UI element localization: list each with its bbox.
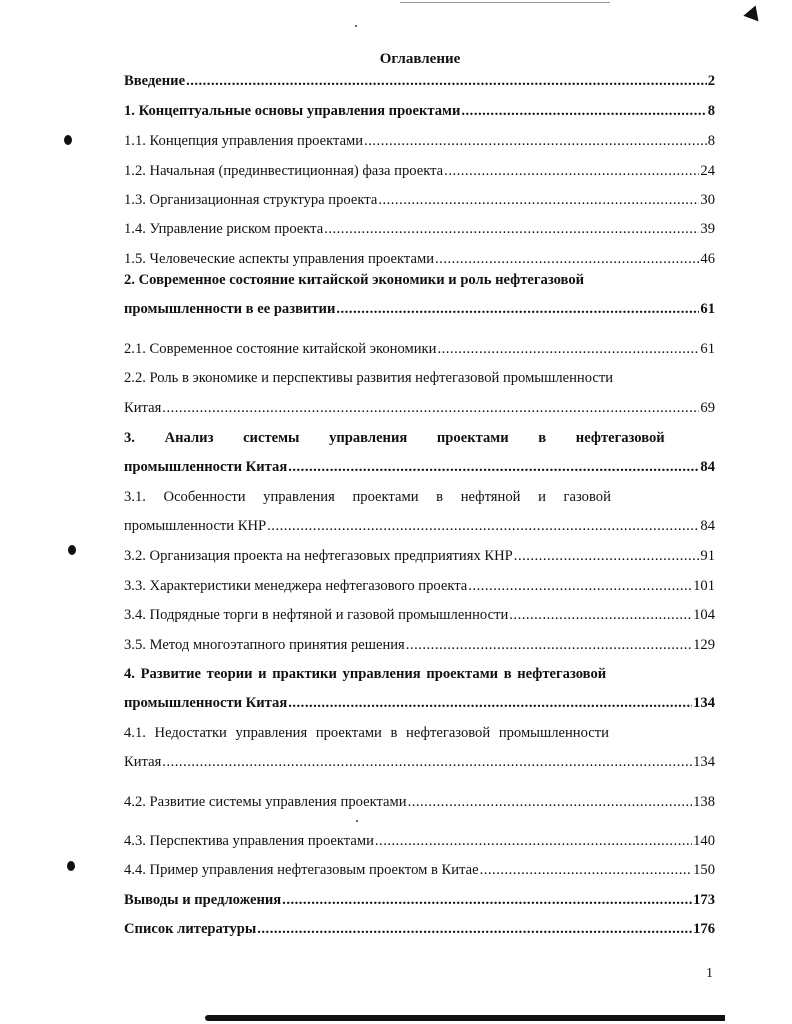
toc-entry-2-2-line1[interactable]: 2.2. Роль в экономике и перспективы развития нефтегазовой промышленности bbox=[124, 370, 614, 386]
page-number: 1 bbox=[706, 966, 713, 981]
toc-entry-chapter-2-line1[interactable]: 2. Современное состояние китайской экономики и роль нефтегазовой bbox=[124, 272, 585, 288]
corner-arrow-mark bbox=[743, 5, 764, 26]
toc-entry-2-2[interactable]: Китая ..... 69 bbox=[124, 399, 715, 417]
punch-hole-mark-bottom bbox=[67, 861, 75, 871]
scan-speck bbox=[356, 820, 358, 822]
toc-entry-3-4[interactable]: 3.4. Подрядные торги в нефтяной и газовой промышленности ..... 104 bbox=[124, 606, 715, 624]
toc-entry-4-4[interactable]: 4.4. Пример управления нефтегазовым проектом в Китае ..... 150 bbox=[124, 861, 715, 879]
toc-entry-1-5[interactable]: 1.5. Человеческие аспекты управления проектами ..... 46 bbox=[124, 250, 715, 268]
toc-entry-3-5[interactable]: 3.5. Метод многоэтапного принятия решения ..... 129 bbox=[124, 636, 715, 654]
toc-entry-2-1[interactable]: 2.1. Современное состояние китайской экономики ..... 61 bbox=[124, 340, 715, 358]
toc-entry-1-2[interactable]: 1.2. Начальная (прединвестиционная) фаза проекта ..... 24 bbox=[124, 162, 715, 180]
toc-entry-chapter-3[interactable]: промышленности Китая ..... 84 bbox=[124, 458, 715, 476]
toc-entry-3-3[interactable]: 3.3. Характеристики менеджера нефтегазового проекта ..... 101 bbox=[124, 577, 715, 595]
toc-entry-4-3[interactable]: 4.3. Перспектива управления проектами ..... 140 bbox=[124, 832, 715, 850]
toc-entry-chapter-4[interactable]: промышленности Китая ..... 134 bbox=[124, 694, 715, 712]
toc-entry-1-1[interactable]: 1.1. Концепция управления проектами ..... 8 bbox=[124, 132, 715, 150]
punch-hole-mark-top bbox=[64, 135, 72, 145]
toc-entry-1-3[interactable]: 1.3. Организационная структура проекта ..... 30 bbox=[124, 191, 715, 209]
toc-entry-chapter-3-line1[interactable]: 3. Анализ системы управления проектами в нефтегазовой bbox=[124, 430, 665, 446]
toc-entry-1-4[interactable]: 1.4. Управление риском проекта ..... 39 bbox=[124, 220, 715, 238]
toc-entry-3-1[interactable]: промышленности КНР ..... 84 bbox=[124, 517, 715, 535]
toc-entry-3-1-line1[interactable]: 3.1. Особенности управления проектами в нефтяной и газовой bbox=[124, 489, 611, 505]
toc-entry-introduction[interactable]: Введение ..... 2 bbox=[124, 72, 715, 90]
toc-entry-chapter-4-line1[interactable]: 4. Развитие теории и практики управления проектами в нефтегазовой bbox=[124, 666, 607, 682]
scan-bottom-edge bbox=[205, 1015, 725, 1021]
toc-entry-3-2[interactable]: 3.2. Организация проекта на нефтегазовых предприятиях КНР ..... 91 bbox=[124, 547, 715, 565]
toc-entry-4-1-line1[interactable]: 4.1. Недостатки управления проектами в нефтегазовой промышленности bbox=[124, 725, 609, 741]
toc-entry-chapter-1[interactable]: 1. Концептуальные основы управления проектами ..... 8 bbox=[124, 102, 715, 120]
punch-hole-mark-middle bbox=[68, 545, 76, 555]
toc-entry-conclusions[interactable]: Выводы и предложения ..... 173 bbox=[124, 891, 715, 909]
toc-entry-chapter-2[interactable]: промышленности в ее развитии ..... 61 bbox=[124, 300, 715, 318]
scan-edge-line bbox=[400, 2, 610, 3]
toc-entry-4-1[interactable]: Китая ..... 134 bbox=[124, 753, 715, 771]
toc-title: Оглавление bbox=[379, 51, 461, 67]
scan-speck bbox=[355, 25, 357, 27]
toc-entry-4-2[interactable]: 4.2. Развитие системы управления проектами ..... 138 bbox=[124, 793, 715, 811]
toc-entry-bibliography[interactable]: Список литературы ..... 176 bbox=[124, 920, 715, 938]
